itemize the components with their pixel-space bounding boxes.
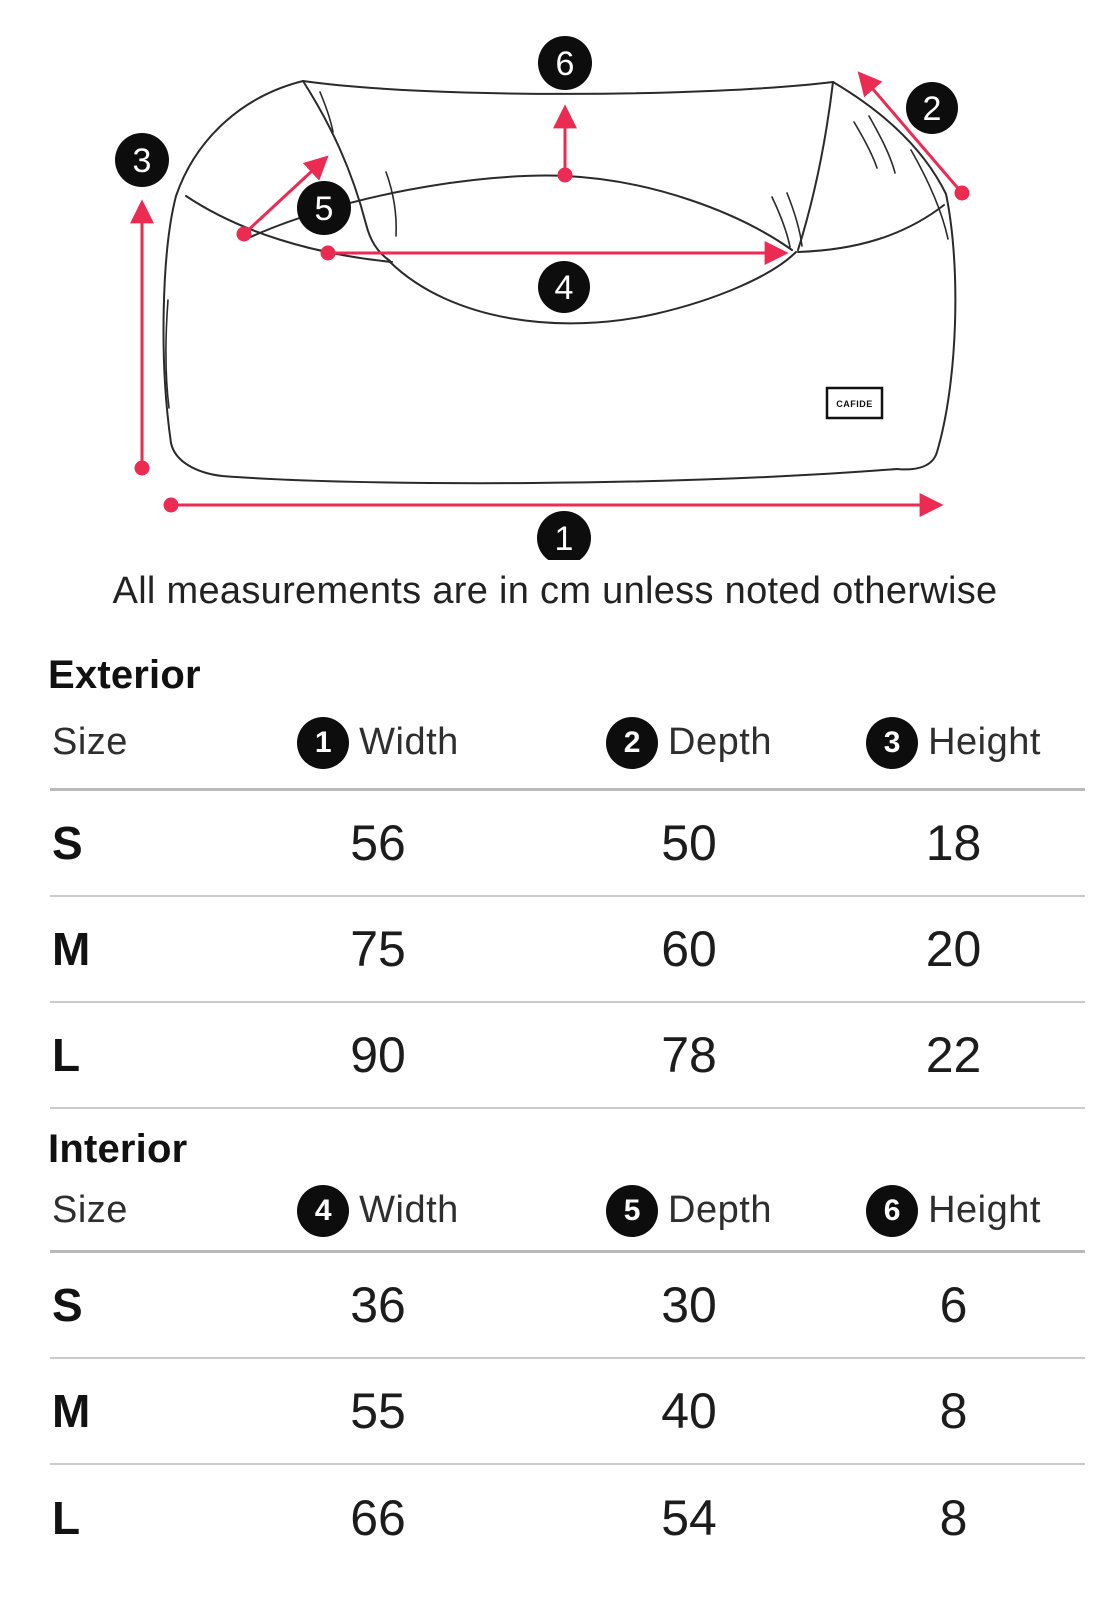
- table-row: [50, 897, 1085, 1003]
- col-header-depth: [556, 1185, 822, 1237]
- table-row: [50, 1003, 1085, 1109]
- cell-width: 36: [350, 1277, 406, 1333]
- diagram-badge-5-number: 5: [314, 190, 334, 228]
- depth-label: Depth: [668, 721, 772, 763]
- width-badge: 4: [297, 1185, 349, 1237]
- interior-header-row: [50, 1171, 1085, 1253]
- col-header-depth: [556, 717, 822, 769]
- diagram-badge-2-number: 2: [922, 90, 942, 128]
- height-badge: 3: [866, 717, 918, 769]
- height-badge: 6: [866, 1185, 918, 1237]
- diagram-badge-1: [537, 511, 591, 560]
- cell-height: 20: [925, 921, 982, 977]
- depth-label: Depth: [668, 1189, 772, 1231]
- cell-width: 75: [350, 921, 406, 977]
- bed-measurement-diagram: [0, 0, 1110, 560]
- measure-arrow-6: [558, 108, 573, 183]
- cell-size: M: [52, 1385, 91, 1437]
- cell-depth: 50: [661, 815, 717, 871]
- col-header-height: [822, 1185, 1085, 1237]
- cell-depth: 40: [661, 1383, 717, 1439]
- diagram-badge-6: [538, 36, 592, 90]
- cell-height: 6: [939, 1277, 968, 1333]
- cell-depth: 54: [661, 1490, 717, 1546]
- cell-depth: 30: [661, 1277, 717, 1333]
- diagram-badge-1-number: 1: [554, 520, 574, 558]
- cell-width: 55: [350, 1383, 406, 1439]
- interior-table: [50, 1171, 1085, 1571]
- height-label: Height: [928, 1189, 1041, 1231]
- cell-height: 8: [939, 1490, 968, 1546]
- cell-size: L: [52, 1029, 81, 1081]
- cell-width: 90: [350, 1027, 406, 1083]
- cell-width: 66: [350, 1490, 406, 1546]
- cell-depth: 78: [661, 1027, 717, 1083]
- measure-arrow-3: [135, 203, 150, 476]
- col-header-width: [200, 717, 556, 769]
- cell-size: L: [52, 1492, 81, 1544]
- depth-badge: 5: [606, 1185, 658, 1237]
- diagram-badge-5: [297, 181, 351, 235]
- cell-height: 8: [939, 1383, 968, 1439]
- diagram-badge-3: [115, 133, 169, 187]
- brand-label: CAFIDE: [836, 399, 873, 409]
- cell-size: S: [52, 817, 83, 869]
- col-header-size: Size: [52, 1189, 128, 1231]
- brand-tag: [827, 388, 882, 418]
- cell-height: 18: [925, 815, 982, 871]
- table-row: [50, 791, 1085, 897]
- measurement-note: All measurements are in cm unless noted otherwise: [112, 570, 998, 612]
- cell-size: M: [52, 923, 91, 975]
- width-label: Width: [359, 721, 459, 763]
- col-header-size: Size: [52, 721, 128, 763]
- exterior-header-row: [50, 697, 1085, 791]
- depth-badge: 2: [606, 717, 658, 769]
- diagram-area: [0, 0, 1110, 560]
- diagram-badge-2: [906, 82, 958, 134]
- diagram-badge-4-number: 4: [554, 269, 574, 307]
- diagram-badge-3-number: 3: [132, 142, 152, 180]
- measure-arrow-4: [321, 246, 786, 261]
- col-header-height: [822, 717, 1085, 769]
- width-badge: 1: [297, 717, 349, 769]
- exterior-table: [50, 697, 1085, 1109]
- table-row: [50, 1253, 1085, 1359]
- cell-height: 22: [925, 1027, 982, 1083]
- table-row: [50, 1465, 1085, 1571]
- diagram-badge-4: [538, 261, 590, 313]
- col-header-width: [200, 1185, 556, 1237]
- exterior-title: Exterior: [48, 653, 201, 697]
- table-row: [50, 1359, 1085, 1465]
- cell-depth: 60: [661, 921, 717, 977]
- measure-arrow-1: [164, 498, 941, 513]
- interior-title: Interior: [48, 1127, 188, 1171]
- diagram-badge-6-number: 6: [555, 45, 575, 83]
- cell-size: S: [52, 1279, 83, 1331]
- cell-width: 56: [350, 815, 406, 871]
- width-label: Width: [359, 1189, 459, 1231]
- height-label: Height: [928, 721, 1041, 763]
